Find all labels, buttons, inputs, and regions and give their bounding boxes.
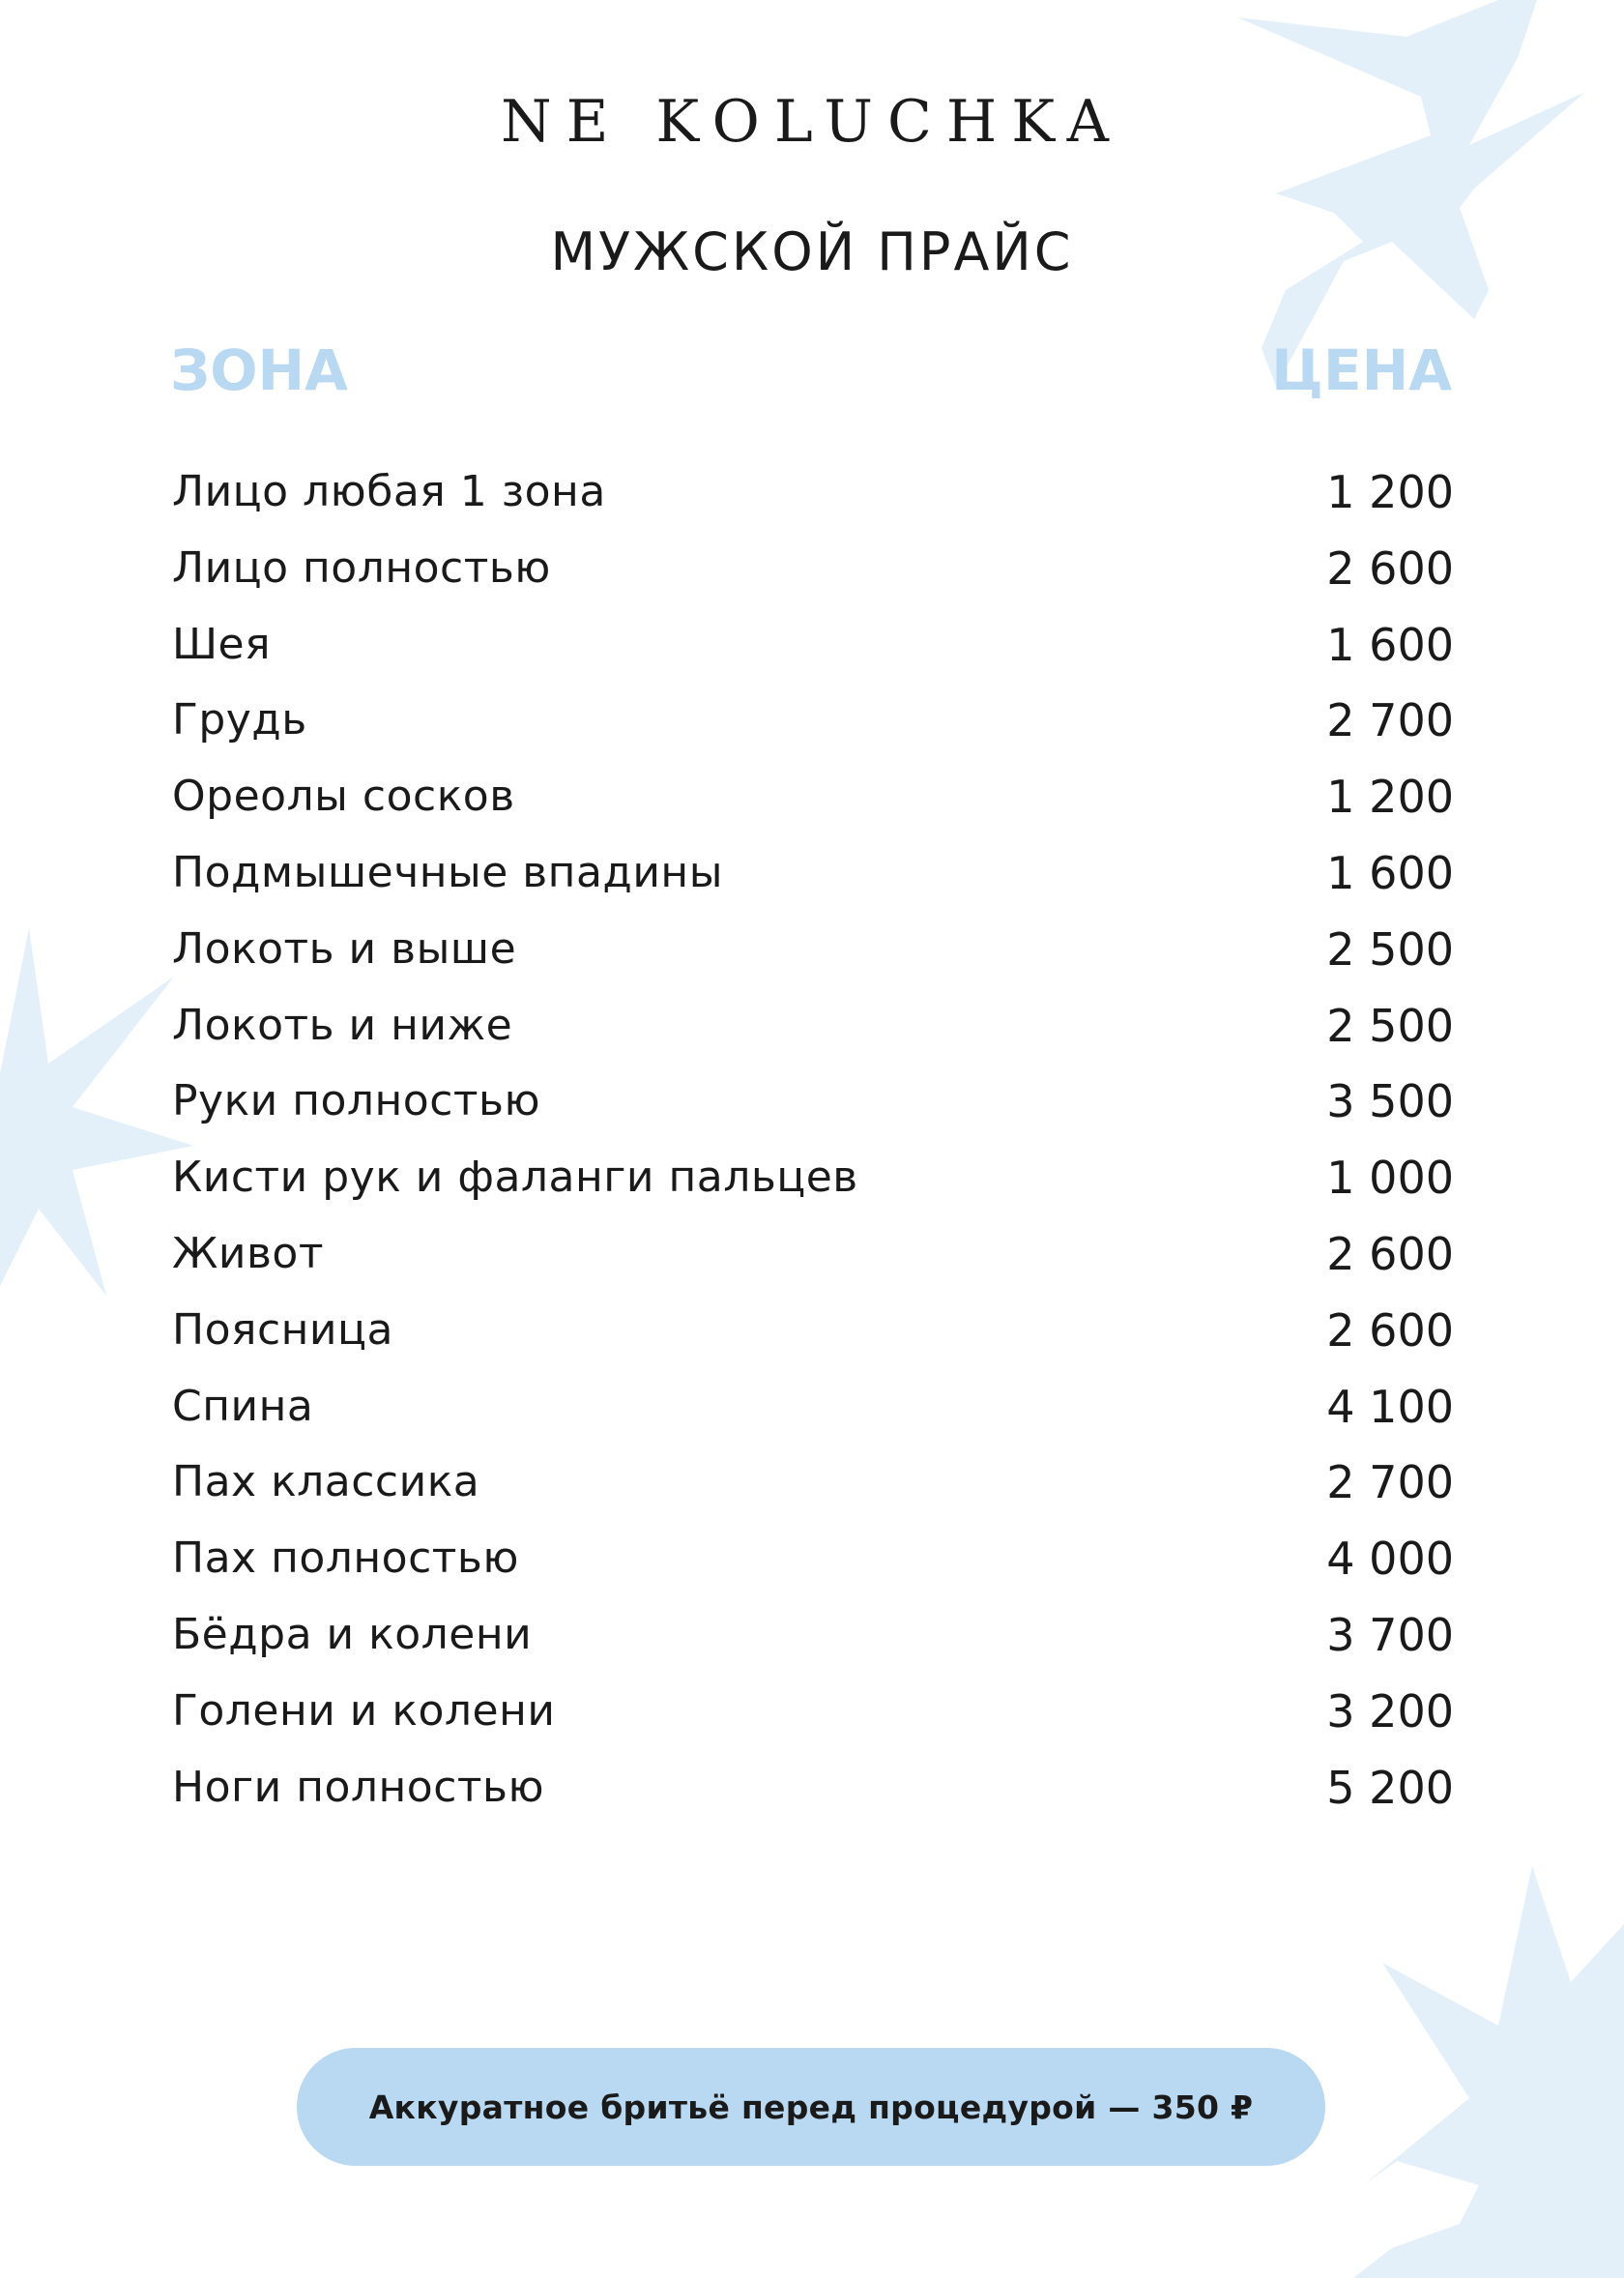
price-row (172, 1454, 1454, 1531)
zone-price: 3 200 (1326, 1684, 1454, 1738)
zone-price: 2 500 (1326, 922, 1454, 976)
zone-price: 2 700 (1326, 1456, 1454, 1509)
zone-name: Грудь (172, 695, 307, 745)
zone-name: Локоть и ниже (172, 1000, 513, 1050)
zone-price: 2 700 (1326, 694, 1454, 747)
zone-price: 2 600 (1326, 541, 1454, 595)
price-row (172, 1683, 1454, 1760)
shaving-note-badge (297, 2048, 1325, 2166)
price-row (172, 1073, 1454, 1150)
price-row (172, 1150, 1454, 1226)
price-row (172, 921, 1454, 998)
zone-name: Кисти рук и фаланги пальцев (172, 1153, 858, 1203)
brand-logo: NE KOLUCHKA (501, 88, 1123, 156)
price-row (172, 1531, 1454, 1607)
zone-name: Поясница (172, 1304, 393, 1355)
zone-column-header: ЗОНА (170, 337, 348, 403)
price-row (172, 1379, 1454, 1455)
zone-price: 2 600 (1326, 1303, 1454, 1357)
zone-name: Ноги полностью (172, 1762, 544, 1812)
zone-name: Голени и колени (172, 1685, 556, 1736)
zone-price: 1 600 (1326, 846, 1454, 899)
zone-price: 5 200 (1326, 1761, 1454, 1814)
price-row (172, 617, 1454, 693)
price-list (172, 464, 1454, 1835)
price-row (172, 692, 1454, 769)
price-row (172, 1607, 1454, 1683)
zone-price: 2 500 (1326, 999, 1454, 1052)
zone-price: 3 700 (1326, 1608, 1454, 1661)
zone-name: Ореолы сосков (172, 772, 515, 822)
zone-name: Лицо полностью (172, 542, 551, 593)
zone-name: Бёдра и колени (172, 1609, 533, 1659)
zone-name: Пах полностью (172, 1533, 519, 1584)
shaving-note-text: Аккуратное бритьё перед процедурой — 350 ₽ (368, 2088, 1254, 2126)
zone-price: 1 600 (1326, 618, 1454, 671)
zone-name: Спина (172, 1381, 314, 1431)
zone-price: 1 200 (1326, 771, 1454, 824)
page-title: МУЖСКОЙ ПРАЙС (550, 221, 1074, 282)
price-column-header: ЦЕНА (1271, 337, 1452, 403)
zone-price: 4 000 (1326, 1533, 1454, 1586)
price-row (172, 998, 1454, 1074)
zone-price: 3 500 (1326, 1075, 1454, 1128)
star-decoration-bottom-right (1353, 1866, 1624, 2278)
zone-price: 4 100 (1326, 1380, 1454, 1433)
price-row (172, 1760, 1454, 1836)
price-row (172, 1302, 1454, 1379)
zone-price: 1 200 (1326, 466, 1454, 518)
zone-name: Подмышечные впадины (172, 847, 723, 897)
zone-name: Шея (172, 619, 272, 669)
star-decoration-left (0, 919, 193, 1344)
zone-name: Локоть и выше (172, 923, 517, 974)
price-row (172, 1226, 1454, 1302)
zone-name: Пах классика (172, 1457, 480, 1507)
zone-name: Живот (172, 1228, 324, 1278)
zone-name: Лицо любая 1 зона (172, 467, 606, 516)
price-row (172, 464, 1454, 540)
price-row (172, 845, 1454, 921)
price-row (172, 769, 1454, 845)
zone-name: Руки полностью (172, 1076, 541, 1126)
zone-price: 2 600 (1326, 1227, 1454, 1280)
zone-price: 1 000 (1326, 1152, 1454, 1205)
price-row (172, 540, 1454, 617)
